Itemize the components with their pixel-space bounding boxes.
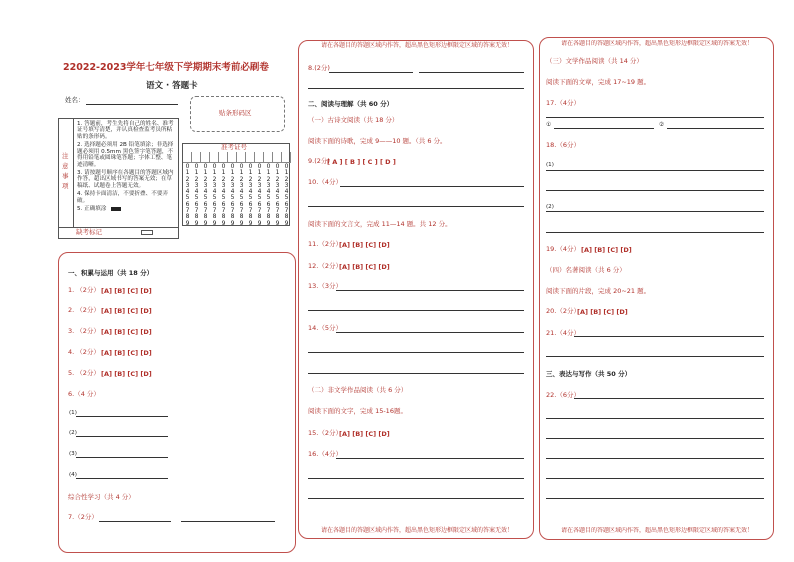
exam-number-digit[interactable]: 9	[230, 219, 235, 227]
exam-number-digit-column[interactable]	[201, 164, 210, 227]
exam-number-digit[interactable]: 3	[275, 181, 280, 189]
warning-bottom-right: 请在各题目的答题区域内作答，超出黑色矩形边框限定区域的答案无效！	[560, 527, 753, 534]
exam-number-digit[interactable]: 6	[230, 200, 235, 208]
q17-blank-2: ②	[659, 122, 665, 128]
exam-number-digit[interactable]: 2	[239, 175, 244, 183]
exam-number-digit-column[interactable]	[264, 164, 273, 227]
exam-number-digit[interactable]: 1	[248, 169, 253, 177]
exam-number-digit-column[interactable]	[246, 164, 255, 227]
exam-number-digit[interactable]: 6	[284, 200, 289, 208]
q6-answer-line-3[interactable]	[76, 457, 168, 458]
notice-item-4: 4. 保持卡面清洁，不要折叠、不要弄破。	[77, 191, 169, 204]
exam-number-digit[interactable]: 9	[203, 219, 208, 227]
exam-number-digit[interactable]: 6	[248, 200, 253, 208]
q22-answer-line-4[interactable]	[546, 458, 764, 459]
q17-blank-line-1[interactable]	[554, 128, 654, 129]
exam-number-digit[interactable]: 0	[212, 163, 217, 170]
exam-number-digit-column[interactable]	[282, 164, 291, 227]
exam-number-digit[interactable]: 8	[194, 213, 199, 221]
notice-item-1: 1. 答题前，考生先将自己的姓名、准考证号填写清楚，并认真检查监考员所粘贴的条形码。	[77, 121, 174, 140]
exam-number-digit[interactable]: 7	[284, 207, 289, 215]
warning-top-mid: 请在各题目的答题区域内作答，超出黑色矩形边框限定区域的答案无效！	[320, 42, 513, 49]
q18-answer-line-4[interactable]	[546, 232, 764, 233]
exam-number-digit[interactable]: 7	[185, 207, 190, 215]
q21-label: 21.（4分）	[546, 329, 580, 337]
exam-number-digit[interactable]: 2	[221, 175, 226, 183]
q7-label: 7.（2分）	[68, 513, 98, 521]
exam-number-digit[interactable]: 7	[275, 207, 280, 215]
lit-reading-instr: 阅读下面的文章，完成 17~19 题。	[546, 78, 651, 86]
exam-number-digit[interactable]: 7	[194, 207, 199, 215]
exam-number-digit[interactable]: 9	[194, 219, 199, 227]
book-reading-instr: 阅读下面的片段，完成 20~21 题。	[546, 287, 651, 295]
q14-answer-line-3[interactable]	[308, 373, 524, 374]
exam-number-digit[interactable]: 5	[257, 194, 262, 202]
exam-number-digit[interactable]: 0	[194, 163, 199, 170]
exam-number-cell[interactable]	[273, 152, 282, 163]
q17-label: 17.（4分）	[546, 99, 580, 107]
exam-number-digit[interactable]: 8	[185, 213, 190, 221]
exam-number-digit[interactable]: 5	[275, 194, 280, 202]
exam-number-digit[interactable]: 8	[266, 213, 271, 221]
exam-number-digit[interactable]: 8	[203, 213, 208, 221]
exam-number-digit[interactable]: 4	[203, 188, 208, 196]
q10-label: 10.（4分）	[308, 178, 342, 186]
q13-answer-line-1[interactable]	[336, 290, 524, 291]
q22-answer-line-2[interactable]	[546, 418, 764, 419]
q18-label: 18.（6分）	[546, 141, 580, 149]
exam-number-digit[interactable]: 2	[248, 175, 253, 183]
classical-prose-instr: 阅读下面的文言文，完成 11—14 题。共 12 分。	[308, 220, 452, 228]
lit-reading-title: （三）文学作品阅读（共 14 分）	[546, 57, 643, 65]
q4-options[interactable]: [A] [B] [C] [D]	[101, 349, 152, 357]
exam-number-digit[interactable]: 1	[221, 169, 226, 177]
q18-sub-1: (1)	[546, 162, 554, 168]
exam-number-digit[interactable]: 0	[248, 163, 253, 170]
q18-answer-line-3[interactable]	[546, 211, 764, 212]
q6-sub-2: (2)	[69, 430, 77, 436]
warning-top-right: 请在各题目的答题区域内作答，超出黑色矩形边框限定区域的答案无效！	[560, 40, 753, 47]
q10-answer-line-2[interactable]	[308, 206, 524, 207]
q2-options[interactable]: [A] [B] [C] [D]	[101, 307, 152, 315]
q8-answer-line-1[interactable]	[329, 72, 413, 73]
exam-number-digit[interactable]: 0	[185, 163, 190, 170]
exam-number-digit[interactable]: 8	[257, 213, 262, 221]
q10-answer-line-1[interactable]	[340, 186, 524, 187]
name-field[interactable]	[86, 104, 178, 105]
exam-number-digit[interactable]: 2	[266, 175, 271, 183]
exam-number-digit[interactable]: 4	[185, 188, 190, 196]
q22-answer-line-6[interactable]	[546, 498, 764, 499]
integrated-study-title: 综合性学习（共 4 分）	[68, 493, 135, 501]
exam-number-digit[interactable]: 2	[257, 175, 262, 183]
nonlit-title: （二）非文学作品阅读（共 6 分）	[308, 386, 408, 394]
exam-number-digit[interactable]: 0	[203, 163, 208, 170]
q20-options[interactable]: [A] [B] [C] [D]	[577, 308, 628, 316]
q6-sub-4: (4)	[69, 472, 77, 478]
exam-number-digit[interactable]: 5	[284, 194, 289, 202]
q4-label: 4. （2分）	[68, 348, 100, 356]
q18-sub-2: (2)	[546, 204, 554, 210]
warning-bottom-mid: 请在各题目的答题区域内作答，超出黑色矩形边框限定区域的答案无效！	[320, 527, 513, 534]
absent-row	[58, 228, 179, 239]
exam-number-digit[interactable]: 1	[194, 169, 199, 177]
exam-number-digit[interactable]: 9	[248, 219, 253, 227]
exam-number-digit[interactable]: 5	[221, 194, 226, 202]
q5-label: 5. （2分）	[68, 369, 100, 377]
q6-answer-line-2[interactable]	[76, 436, 168, 437]
exam-number-digit[interactable]: 4	[266, 188, 271, 196]
exam-number-digit[interactable]: 3	[194, 181, 199, 189]
exam-number-digit[interactable]: 7	[203, 207, 208, 215]
q6-answer-line-4[interactable]	[76, 478, 168, 479]
q16-label: 16.（4分）	[308, 450, 342, 458]
section-2-title: 二、阅读与理解（共 60 分）	[308, 100, 394, 108]
exam-number-digit[interactable]: 1	[230, 169, 235, 177]
exam-number-digit[interactable]: 9	[239, 219, 244, 227]
exam-number-digit[interactable]: 6	[257, 200, 262, 208]
q8-answer-line-3[interactable]	[308, 88, 524, 89]
exam-number-digit[interactable]: 9	[185, 219, 190, 227]
q3-label: 3. （2分）	[68, 327, 100, 335]
q20-label: 20.（2分）	[546, 307, 580, 315]
exam-number-digit[interactable]: 2	[212, 175, 217, 183]
exam-number-digit[interactable]: 5	[212, 194, 217, 202]
exam-number-digit[interactable]: 9	[266, 219, 271, 227]
q17-blank-1: ①	[546, 122, 552, 128]
exam-number-cell[interactable]	[246, 152, 255, 163]
exam-number-digit[interactable]: 8	[230, 213, 235, 221]
q22-answer-line-5[interactable]	[546, 478, 764, 479]
exam-number-digit[interactable]: 4	[212, 188, 217, 196]
exam-number-cell[interactable]	[282, 152, 291, 163]
exam-number-digit[interactable]: 4	[275, 188, 280, 196]
nonlit-instr: 阅读下面的文字，完成 15-16题。	[308, 407, 407, 415]
subject-title: 语文 · 答题卡	[146, 81, 198, 91]
exam-number-digit[interactable]: 0	[284, 163, 289, 170]
q1-options[interactable]: [A] [B] [C] [D]	[101, 287, 152, 295]
exam-number-label: 准考证号	[221, 143, 247, 151]
notice-box	[58, 118, 179, 228]
exam-number-digit[interactable]: 8	[248, 213, 253, 221]
exam-number-digit[interactable]: 5	[248, 194, 253, 202]
exam-number-digit[interactable]: 6	[275, 200, 280, 208]
q6-sub-3: (3)	[69, 451, 77, 457]
q19-label: 19.（4分）	[546, 245, 580, 253]
exam-number-digit[interactable]: 0	[221, 163, 226, 170]
q6-sub-1: (1)	[69, 410, 77, 416]
exam-number-digit[interactable]: 7	[239, 207, 244, 215]
exam-number-digit[interactable]: 1	[185, 169, 190, 177]
q2-label: 2. （2分）	[68, 306, 100, 314]
exam-number-digit-column[interactable]	[228, 164, 237, 227]
exam-number-digit[interactable]: 4	[257, 188, 262, 196]
q13-label: 13.（3分）	[308, 282, 342, 290]
q22-answer-line-3[interactable]	[546, 438, 764, 439]
exam-number-cell[interactable]	[255, 152, 264, 163]
q5-options[interactable]: [A] [B] [C] [D]	[101, 370, 152, 378]
exam-number-digit[interactable]: 1	[212, 169, 217, 177]
q22-answer-line-1[interactable]	[574, 398, 764, 399]
exam-number-digit[interactable]: 6	[185, 200, 190, 208]
q6-label: 6.（4 分）	[68, 390, 100, 398]
exam-number-digit[interactable]: 9	[275, 219, 280, 227]
exam-number-digit[interactable]: 4	[230, 188, 235, 196]
exam-number-digit[interactable]: 1	[239, 169, 244, 177]
exam-number-digit[interactable]: 2	[203, 175, 208, 183]
exam-number-cell[interactable]	[201, 152, 210, 163]
exam-number-digit-column[interactable]	[219, 164, 228, 227]
q7-answer-line-1[interactable]	[99, 521, 171, 522]
exam-number-digit-column[interactable]	[210, 164, 219, 227]
exam-number-digit[interactable]: 3	[266, 181, 271, 189]
classic-poetry-instr: 阅读下面的诗歌，完成 9——10 题。（共 6 分。	[308, 137, 447, 145]
exam-number-digit[interactable]: 2	[185, 175, 190, 183]
name-label: 姓名：	[65, 96, 85, 104]
classic-poetry-title: （一）古诗文阅读（共 18 分）	[308, 116, 399, 124]
exam-number-digit[interactable]: 2	[284, 175, 289, 183]
q3-options[interactable]: [A] [B] [C] [D]	[101, 328, 152, 336]
book-reading-title: （四）名著阅读（共 6 分）	[546, 266, 626, 274]
q14-answer-line-1[interactable]	[336, 332, 524, 333]
exam-number-digit[interactable]: 1	[284, 169, 289, 177]
q15-label: 15.（2分）	[308, 429, 342, 437]
q19-options[interactable]: [A] [B] [C] [D]	[581, 246, 632, 254]
exam-number-digit[interactable]: 9	[257, 219, 262, 227]
q17-answer-line-1[interactable]	[546, 117, 764, 118]
q9-options[interactable]: [ A ] [ B ] [ C ] [ D ]	[327, 158, 396, 166]
exam-number-digit[interactable]: 7	[266, 207, 271, 215]
exam-number-digit[interactable]: 7	[221, 207, 226, 215]
exam-number-digit[interactable]: 7	[248, 207, 253, 215]
notice-item-5	[77, 206, 177, 212]
q9-label: 9.(2分)	[308, 157, 330, 165]
exam-number-digit[interactable]: 7	[257, 207, 262, 215]
exam-number-digit-column[interactable]	[183, 164, 192, 227]
q21-answer-line-2[interactable]	[546, 356, 764, 357]
notice-heading: 注 意 事 项	[62, 152, 69, 190]
exam-number-digit-column[interactable]	[273, 164, 282, 227]
section-1-title: 一、积累与运用（共 18 分）	[68, 269, 154, 277]
exam-number-digit[interactable]: 0	[257, 163, 262, 170]
exam-number-digit[interactable]: 9	[212, 219, 217, 227]
q17-blank-line-2[interactable]	[667, 128, 764, 129]
q16-answer-line-3[interactable]	[308, 498, 524, 499]
exam-number-digit[interactable]: 5	[239, 194, 244, 202]
exam-number-digit-column[interactable]	[237, 164, 246, 227]
exam-number-digit[interactable]: 7	[230, 207, 235, 215]
exam-number-digit[interactable]: 9	[284, 219, 289, 227]
exam-number-digit[interactable]: 2	[230, 175, 235, 183]
exam-number-digit[interactable]: 3	[221, 181, 226, 189]
exam-number-digit[interactable]: 7	[212, 207, 217, 215]
exam-number-digit[interactable]: 8	[284, 213, 289, 221]
q8-label: 8.(2分)	[308, 64, 330, 72]
exam-number-digit[interactable]: 1	[257, 169, 262, 177]
exam-number-digit[interactable]: 8	[239, 213, 244, 221]
exam-number-cell[interactable]	[264, 152, 273, 163]
exam-number-digit-column[interactable]	[192, 164, 201, 227]
exam-number-digit[interactable]: 8	[275, 213, 280, 221]
absent-label: 缺考标记	[76, 228, 102, 236]
exam-number-digit[interactable]: 3	[284, 181, 289, 189]
panel-accumulation	[58, 252, 296, 553]
exam-number-digit[interactable]: 6	[203, 200, 208, 208]
exam-number-digit[interactable]: 3	[230, 181, 235, 189]
q12-options[interactable]: [A] [B] [C] [D]	[339, 263, 390, 271]
barcode-area	[190, 96, 285, 132]
exam-number-digit[interactable]: 6	[194, 200, 199, 208]
exam-number-digit[interactable]: 8	[221, 213, 226, 221]
exam-title: 22022-2023学年七年级下学期期末考前必刷卷	[63, 62, 269, 73]
exam-number-digit[interactable]: 4	[248, 188, 253, 196]
exam-number-digit[interactable]: 8	[212, 213, 217, 221]
exam-number-digit[interactable]: 5	[203, 194, 208, 202]
exam-number-cell[interactable]	[192, 152, 201, 163]
exam-number-digit[interactable]: 6	[221, 200, 226, 208]
exam-number-digit[interactable]: 3	[212, 181, 217, 189]
exam-number-cell[interactable]	[237, 152, 246, 163]
q11-options[interactable]: [A] [B] [C] [D]	[339, 241, 390, 249]
exam-number-digit[interactable]: 6	[266, 200, 271, 208]
q12-label: 12.（2分）	[308, 262, 342, 270]
q1-label: 1. （2分）	[68, 286, 100, 294]
exam-number-digit[interactable]: 1	[203, 169, 208, 177]
q14-label: 14.（5分）	[308, 324, 342, 332]
exam-number-digit[interactable]: 3	[257, 181, 262, 189]
exam-number-digit[interactable]: 9	[221, 219, 226, 227]
exam-number-digit[interactable]: 4	[239, 188, 244, 196]
exam-number-cell[interactable]	[219, 152, 228, 163]
exam-number-digit[interactable]: 1	[275, 169, 280, 177]
exam-number-digit[interactable]: 1	[266, 169, 271, 177]
q6-answer-line-1[interactable]	[76, 416, 168, 417]
exam-number-digit-column[interactable]	[255, 164, 264, 227]
q18-answer-line-2[interactable]	[546, 190, 764, 191]
exam-number-digit[interactable]: 5	[194, 194, 199, 202]
exam-number-digit[interactable]: 3	[185, 181, 190, 189]
exam-number-digit[interactable]: 4	[194, 188, 199, 196]
exam-number-cell[interactable]	[210, 152, 219, 163]
exam-number-digit[interactable]: 2	[194, 175, 199, 183]
exam-number-digit[interactable]: 0	[239, 163, 244, 170]
filled-sample-icon	[111, 207, 121, 211]
q16-answer-line-2[interactable]	[308, 478, 524, 479]
exam-number-digit[interactable]: 0	[230, 163, 235, 170]
exam-number-digit[interactable]: 3	[248, 181, 253, 189]
notice-item-2: 2. 选择题必须用 2B 铅笔填涂；非选择题必须用 0.5mm 黑色签字笔答题，不得用铅笔或圆珠笔答题；字体工整、笔迹清晰。	[77, 142, 174, 168]
exam-number-digit[interactable]: 4	[221, 188, 226, 196]
q14-answer-line-2[interactable]	[308, 352, 524, 353]
exam-number-cell[interactable]	[228, 152, 237, 163]
q8-answer-line-2[interactable]	[419, 72, 524, 73]
exam-number-cell[interactable]	[183, 152, 192, 163]
q7-answer-line-2[interactable]	[181, 521, 275, 522]
q16-answer-line-1[interactable]	[336, 458, 524, 459]
q15-options[interactable]: [A] [B] [C] [D]	[339, 430, 390, 438]
exam-number-digit[interactable]: 5	[230, 194, 235, 202]
barcode-label: 贴条形码区	[219, 109, 252, 117]
q22-label: 22.（6分）	[546, 391, 580, 399]
exam-number-digit[interactable]: 4	[284, 188, 289, 196]
exam-number-digit[interactable]: 5	[185, 194, 190, 202]
exam-number-digit[interactable]: 6	[212, 200, 217, 208]
q13-answer-line-2[interactable]	[308, 310, 524, 311]
exam-number-digit[interactable]: 2	[275, 175, 280, 183]
exam-number-digit[interactable]: 0	[275, 163, 280, 170]
notice-item-3: 3. 请按题号顺序在各题目的答题区域内作答，超出区域书写的答案无效；在草稿纸、试题卷上答题无效。	[77, 169, 174, 189]
section-3-title: 三、表达与写作（共 50 分）	[546, 370, 632, 378]
q18-answer-line-1[interactable]	[546, 170, 764, 171]
exam-number-digit[interactable]: 6	[239, 200, 244, 208]
q11-label: 11.（2分）	[308, 240, 342, 248]
exam-number-digit[interactable]: 3	[203, 181, 208, 189]
absent-checkbox[interactable]	[141, 230, 153, 235]
exam-number-grid	[182, 143, 290, 226]
exam-number-digit[interactable]: 5	[266, 194, 271, 202]
exam-number-digit[interactable]: 0	[266, 163, 271, 170]
notice-item-5-text: 5. 正确填涂	[77, 206, 107, 213]
exam-number-digit[interactable]: 3	[239, 181, 244, 189]
q21-answer-line-1[interactable]	[574, 336, 764, 337]
